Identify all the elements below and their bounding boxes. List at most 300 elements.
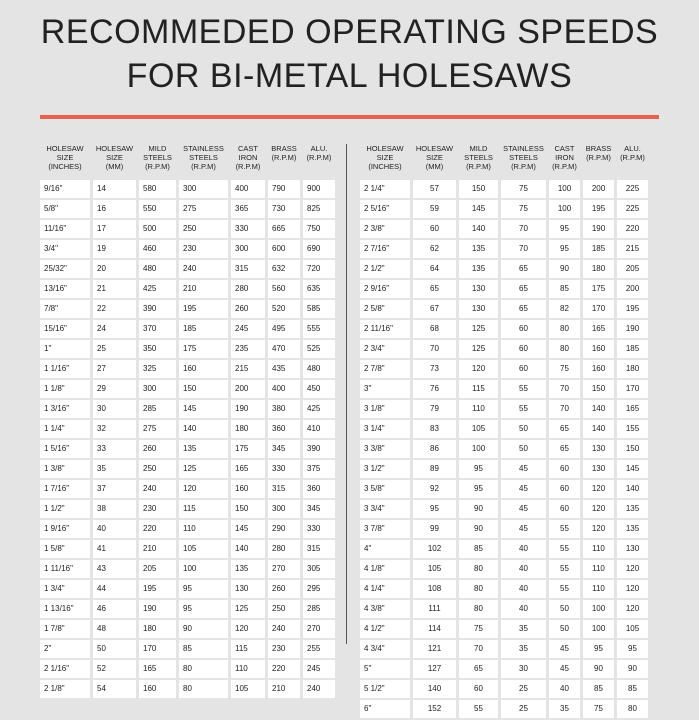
table-cell: 20 [90, 260, 136, 278]
table-row [40, 560, 335, 578]
table-cell: 4 3/8" [360, 600, 410, 618]
table-cell: 900 [300, 180, 335, 198]
table-cell: 135 [456, 260, 498, 278]
table-cell: 360 [265, 420, 300, 438]
table-cell: 1 7/8" [40, 620, 90, 638]
table-cell: 665 [265, 220, 300, 238]
column-header-line: MILD [469, 144, 488, 153]
table-cell: 114 [410, 620, 456, 638]
table-cell: 165 [580, 320, 614, 338]
table-cell: 75 [498, 180, 546, 198]
table-cell: 160 [176, 360, 228, 378]
table-cell: 160 [228, 480, 265, 498]
table-cell: 65 [410, 280, 456, 298]
column-header-line: HOLESAW [46, 144, 84, 153]
table-cell: 80 [176, 680, 228, 698]
column-header [580, 144, 614, 178]
table-row [360, 440, 648, 458]
table-cell: 100 [546, 200, 580, 218]
table-cell: 37 [90, 480, 136, 498]
table-cell: 121 [410, 640, 456, 658]
table-cell: 190 [580, 220, 614, 238]
table-cell: 25 [498, 680, 546, 698]
table-cell: 2 1/16" [40, 660, 90, 678]
table-cell: 25/32" [40, 260, 90, 278]
table-cell: 330 [228, 220, 265, 238]
table-cell: 1 7/16" [40, 480, 90, 498]
table-cell: 50 [498, 420, 546, 438]
table-row [40, 380, 335, 398]
header-row [360, 144, 648, 178]
table-cell: 32 [90, 420, 136, 438]
table-cell: 280 [265, 540, 300, 558]
table-cell: 60 [546, 480, 580, 498]
table-row [360, 640, 648, 658]
table-cell: 425 [136, 280, 176, 298]
table-cell: 48 [90, 620, 136, 638]
table-row [40, 480, 335, 498]
table-cell: 220 [614, 220, 648, 238]
table-cell: 70 [498, 240, 546, 258]
table-row [40, 200, 335, 218]
table-cell: 120 [580, 480, 614, 498]
table-cell: 95 [580, 640, 614, 658]
table-cell: 65 [498, 280, 546, 298]
page-title [0, 10, 699, 98]
table-cell: 390 [136, 300, 176, 318]
table-cell: 2 3/8" [360, 220, 410, 238]
table-cell: 250 [136, 460, 176, 478]
table-cell: 2 3/4" [360, 340, 410, 358]
table-cell: 16 [90, 200, 136, 218]
table-cell: 165 [136, 660, 176, 678]
table-cell: 40 [498, 580, 546, 598]
table-cell: 13/16" [40, 280, 90, 298]
table-cell: 150 [228, 500, 265, 518]
table-cell: 270 [300, 620, 335, 638]
table-cell: 80 [546, 340, 580, 358]
table-cell: 45 [546, 640, 580, 658]
table-cell: 520 [265, 300, 300, 318]
table-cell: 100 [580, 620, 614, 638]
table-cell: 70 [546, 380, 580, 398]
table-cell: 40 [90, 520, 136, 538]
table-cell: 95 [614, 640, 648, 658]
column-header-line: (INCHES) [368, 162, 402, 171]
table-cell: 65 [498, 260, 546, 278]
table-row [360, 260, 648, 278]
table-cell: 135 [614, 500, 648, 518]
table-cell: 90 [546, 260, 580, 278]
table-cell: 110 [228, 660, 265, 678]
table-cell: 4" [360, 540, 410, 558]
table-cell: 59 [410, 200, 456, 218]
table-cell: 29 [90, 380, 136, 398]
table-cell: 370 [136, 320, 176, 338]
table-cell: 195 [580, 200, 614, 218]
table-cell: 230 [176, 240, 228, 258]
column-header [300, 144, 335, 178]
column-header-line: IRON [238, 153, 258, 162]
table-cell: 180 [228, 420, 265, 438]
table-cell: 6" [360, 700, 410, 718]
table-row [360, 680, 648, 698]
table-cell: 470 [265, 340, 300, 358]
table-row [40, 340, 335, 358]
table-cell: 60 [546, 500, 580, 518]
table-cell: 45 [498, 480, 546, 498]
table-cell: 480 [136, 260, 176, 278]
table-row [360, 360, 648, 378]
table-row [360, 540, 648, 558]
table-cell: 160 [580, 360, 614, 378]
column-header-line: CAST [554, 144, 575, 153]
table-cell: 4 1/2" [360, 620, 410, 638]
table-cell: 30 [90, 400, 136, 418]
table-cell: 60 [410, 220, 456, 238]
table-cell: 115 [176, 500, 228, 518]
table-row [40, 660, 335, 678]
table-cell: 83 [410, 420, 456, 438]
table-cell: 25 [90, 340, 136, 358]
table-cell: 450 [300, 380, 335, 398]
table-cell: 140 [410, 680, 456, 698]
table-cell: 65 [546, 420, 580, 438]
table-cell: 1 3/8" [40, 460, 90, 478]
table-cell: 250 [265, 600, 300, 618]
table-cell: 3 3/8" [360, 440, 410, 458]
table-cell: 1" [40, 340, 90, 358]
table-cell: 80 [176, 660, 228, 678]
table-cell: 80 [456, 560, 498, 578]
table-cell: 145 [228, 520, 265, 538]
table-cell: 460 [136, 240, 176, 258]
table-cell: 75 [456, 620, 498, 638]
table-cell: 1 1/2" [40, 500, 90, 518]
table-cell: 245 [228, 320, 265, 338]
table-cell: 390 [300, 440, 335, 458]
table-cell: 75 [546, 360, 580, 378]
column-header-line: STAINLESS [183, 144, 224, 153]
column-header [176, 144, 228, 178]
table-cell: 135 [176, 440, 228, 458]
table-cell: 85 [580, 680, 614, 698]
table-cell: 21 [90, 280, 136, 298]
column-header-line: (R.P.M) [191, 162, 216, 171]
table-cell: 120 [456, 360, 498, 378]
table-cell: 260 [228, 300, 265, 318]
table-cell: 70 [410, 340, 456, 358]
speed-table-right [360, 142, 648, 720]
table-cell: 345 [265, 440, 300, 458]
table-cell: 410 [300, 420, 335, 438]
table-cell: 130 [614, 540, 648, 558]
table-cell: 190 [136, 600, 176, 618]
column-header-line: BRASS [271, 144, 297, 153]
table-cell: 140 [176, 420, 228, 438]
table-cell: 170 [614, 380, 648, 398]
table-cell: 215 [614, 240, 648, 258]
table-cell: 190 [228, 400, 265, 418]
table-cell: 155 [614, 420, 648, 438]
table-cell: 130 [456, 300, 498, 318]
table-cell: 175 [176, 340, 228, 358]
column-header-line: (R.P.M) [235, 162, 261, 171]
table-cell: 82 [546, 300, 580, 318]
table-cell: 275 [136, 420, 176, 438]
table-cell: 1 1/16" [40, 360, 90, 378]
table-cell: 260 [136, 440, 176, 458]
table-cell: 300 [265, 500, 300, 518]
column-header [410, 144, 456, 178]
table-cell: 2 7/8" [360, 360, 410, 378]
table-cell: 210 [136, 540, 176, 558]
table-cell: 185 [176, 320, 228, 338]
table-cell: 125 [456, 320, 498, 338]
table-body [360, 180, 648, 718]
table-cell: 330 [265, 460, 300, 478]
table-cell: 45 [546, 660, 580, 678]
table-cell: 240 [176, 260, 228, 278]
table-cell: 135 [228, 560, 265, 578]
table-cell: 40 [498, 560, 546, 578]
table-cell: 2 1/8" [40, 680, 90, 698]
table-cell: 2 1/2" [360, 260, 410, 278]
table-cell: 425 [300, 400, 335, 418]
table-cell: 110 [176, 520, 228, 538]
table-cell: 62 [410, 240, 456, 258]
table-row [360, 400, 648, 418]
title-underline [40, 115, 659, 119]
table-cell: 210 [176, 280, 228, 298]
table-row [40, 360, 335, 378]
table-cell: 30 [498, 660, 546, 678]
table-cell: 100 [456, 440, 498, 458]
table-row [360, 420, 648, 438]
table-cell: 135 [614, 520, 648, 538]
table-cell: 76 [410, 380, 456, 398]
table-cell: 790 [265, 180, 300, 198]
table-cell: 120 [228, 620, 265, 638]
table-cell: 25 [498, 700, 546, 718]
column-header-line: HOLESAW [95, 144, 134, 153]
table-row [360, 340, 648, 358]
table-cell: 60 [456, 680, 498, 698]
title-line-1: RECOMMEDED OPERATING SPEEDS [40, 13, 659, 51]
table-cell: 3 5/8" [360, 480, 410, 498]
table-cell: 3 1/4" [360, 420, 410, 438]
table-cell: 525 [300, 340, 335, 358]
column-header [265, 144, 300, 178]
table-cell: 140 [614, 480, 648, 498]
table-cell: 95 [456, 480, 498, 498]
table-cell: 300 [176, 180, 228, 198]
table-row [360, 320, 648, 338]
table-cell: 108 [410, 580, 456, 598]
table-row [360, 700, 648, 718]
table-cell: 245 [300, 660, 335, 678]
table-cell: 3 1/8" [360, 400, 410, 418]
table-cell: 180 [136, 620, 176, 638]
table-cell: 70 [546, 400, 580, 418]
table-cell: 35 [498, 620, 546, 638]
table-row [40, 440, 335, 458]
table-cell: 100 [546, 180, 580, 198]
table-cell: 70 [498, 220, 546, 238]
table-cell: 225 [614, 180, 648, 198]
table-row [360, 600, 648, 618]
table-row [40, 520, 335, 538]
column-header-line: STAINLESS [503, 144, 544, 153]
table-cell: 46 [90, 600, 136, 618]
table-cell: 7/8" [40, 300, 90, 318]
table-cell: 11/16" [40, 220, 90, 238]
column-header-line: STEELS [143, 153, 172, 162]
table-cell: 9/16" [40, 180, 90, 198]
column-header-line: MILD [148, 144, 167, 153]
table-row [40, 400, 335, 418]
table-cell: 150 [456, 180, 498, 198]
table-cell: 1 13/16" [40, 600, 90, 618]
table-row [40, 320, 335, 338]
table-cell: 690 [300, 240, 335, 258]
table-cell: 5 1/2" [360, 680, 410, 698]
table-cell: 2" [40, 640, 90, 658]
table-cell: 150 [176, 380, 228, 398]
table-cell: 140 [228, 540, 265, 558]
table-cell: 110 [580, 580, 614, 598]
table-cell: 52 [90, 660, 136, 678]
table-cell: 365 [228, 200, 265, 218]
table-cell: 55 [546, 560, 580, 578]
table-cell: 115 [228, 640, 265, 658]
table-cell: 190 [614, 320, 648, 338]
table-cell: 85 [546, 280, 580, 298]
table-cell: 2 1/4" [360, 180, 410, 198]
table-cell: 4 3/4" [360, 640, 410, 658]
column-header-line: (MM) [105, 162, 124, 171]
table-cell: 80 [456, 600, 498, 618]
column-header [456, 144, 498, 178]
table-cell: 55 [498, 380, 546, 398]
table-cell: 400 [265, 380, 300, 398]
table-cell: 345 [300, 500, 335, 518]
table-cell: 64 [410, 260, 456, 278]
table-cell: 825 [300, 200, 335, 218]
table-cell: 79 [410, 400, 456, 418]
table-cell: 580 [136, 180, 176, 198]
table-cell: 75 [498, 200, 546, 218]
table-row [40, 180, 335, 198]
table-cell: 165 [614, 400, 648, 418]
table-cell: 145 [176, 400, 228, 418]
table-cell: 89 [410, 460, 456, 478]
table-cell: 150 [614, 440, 648, 458]
table-cell: 2 9/16" [360, 280, 410, 298]
table-cell: 95 [546, 220, 580, 238]
table-cell: 50 [90, 640, 136, 658]
table-cell: 55 [546, 580, 580, 598]
table-cell: 67 [410, 300, 456, 318]
table-cell: 175 [228, 440, 265, 458]
table-cell: 200 [614, 280, 648, 298]
table-row [360, 660, 648, 678]
table-cell: 95 [176, 580, 228, 598]
column-header-line: (R.P.M) [511, 162, 536, 171]
table-cell: 360 [300, 480, 335, 498]
column-header-line: (R.P.M) [552, 162, 577, 171]
table-cell: 315 [265, 480, 300, 498]
table-row [360, 500, 648, 518]
table-cell: 105 [176, 540, 228, 558]
table-cell: 230 [136, 500, 176, 518]
table-cell: 3" [360, 380, 410, 398]
table-cell: 2 5/16" [360, 200, 410, 218]
table-row [40, 460, 335, 478]
table-cell: 220 [265, 660, 300, 678]
table-cell: 65 [498, 300, 546, 318]
table-cell: 38 [90, 500, 136, 518]
table-row [360, 580, 648, 598]
table-row [360, 240, 648, 258]
table-cell: 120 [614, 600, 648, 618]
table-cell: 1 1/8" [40, 380, 90, 398]
table-cell: 270 [265, 560, 300, 578]
table-row [40, 220, 335, 238]
column-header-line: BRASS [585, 144, 612, 153]
table-cell: 170 [580, 300, 614, 318]
table-cell: 85 [456, 540, 498, 558]
table-cell: 305 [300, 560, 335, 578]
table-cell: 4 1/8" [360, 560, 410, 578]
table-cell: 70 [456, 640, 498, 658]
table-cell: 255 [300, 640, 335, 658]
column-divider [346, 144, 347, 644]
table-row [40, 580, 335, 598]
column-header-line: SIZE [426, 153, 443, 162]
table-cell: 380 [265, 400, 300, 418]
table-cell: 180 [580, 260, 614, 278]
column-header-line: STEELS [189, 153, 218, 162]
column-header-line: ALU. [310, 144, 328, 153]
table-cell: 170 [136, 640, 176, 658]
table-cell: 290 [265, 520, 300, 538]
table-cell: 2 7/16" [360, 240, 410, 258]
table-cell: 730 [265, 200, 300, 218]
table-cell: 41 [90, 540, 136, 558]
table-cell: 45 [498, 520, 546, 538]
column-header-line: (R.P.M) [466, 162, 491, 171]
table-cell: 54 [90, 680, 136, 698]
table-cell: 1 1/4" [40, 420, 90, 438]
table-row [40, 540, 335, 558]
table-cell: 33 [90, 440, 136, 458]
column-header-line: (MM) [425, 162, 444, 171]
table-cell: 240 [265, 620, 300, 638]
table-cell: 86 [410, 440, 456, 458]
table-cell: 85 [176, 640, 228, 658]
column-header [614, 144, 648, 178]
table-cell: 550 [136, 200, 176, 218]
speed-table-left [40, 142, 335, 700]
column-header-line: (INCHES) [48, 162, 82, 171]
table-cell: 80 [456, 580, 498, 598]
table-cell: 240 [136, 480, 176, 498]
table-cell: 195 [176, 300, 228, 318]
table-cell: 130 [580, 460, 614, 478]
table-cell: 195 [136, 580, 176, 598]
table-cell: 17 [90, 220, 136, 238]
